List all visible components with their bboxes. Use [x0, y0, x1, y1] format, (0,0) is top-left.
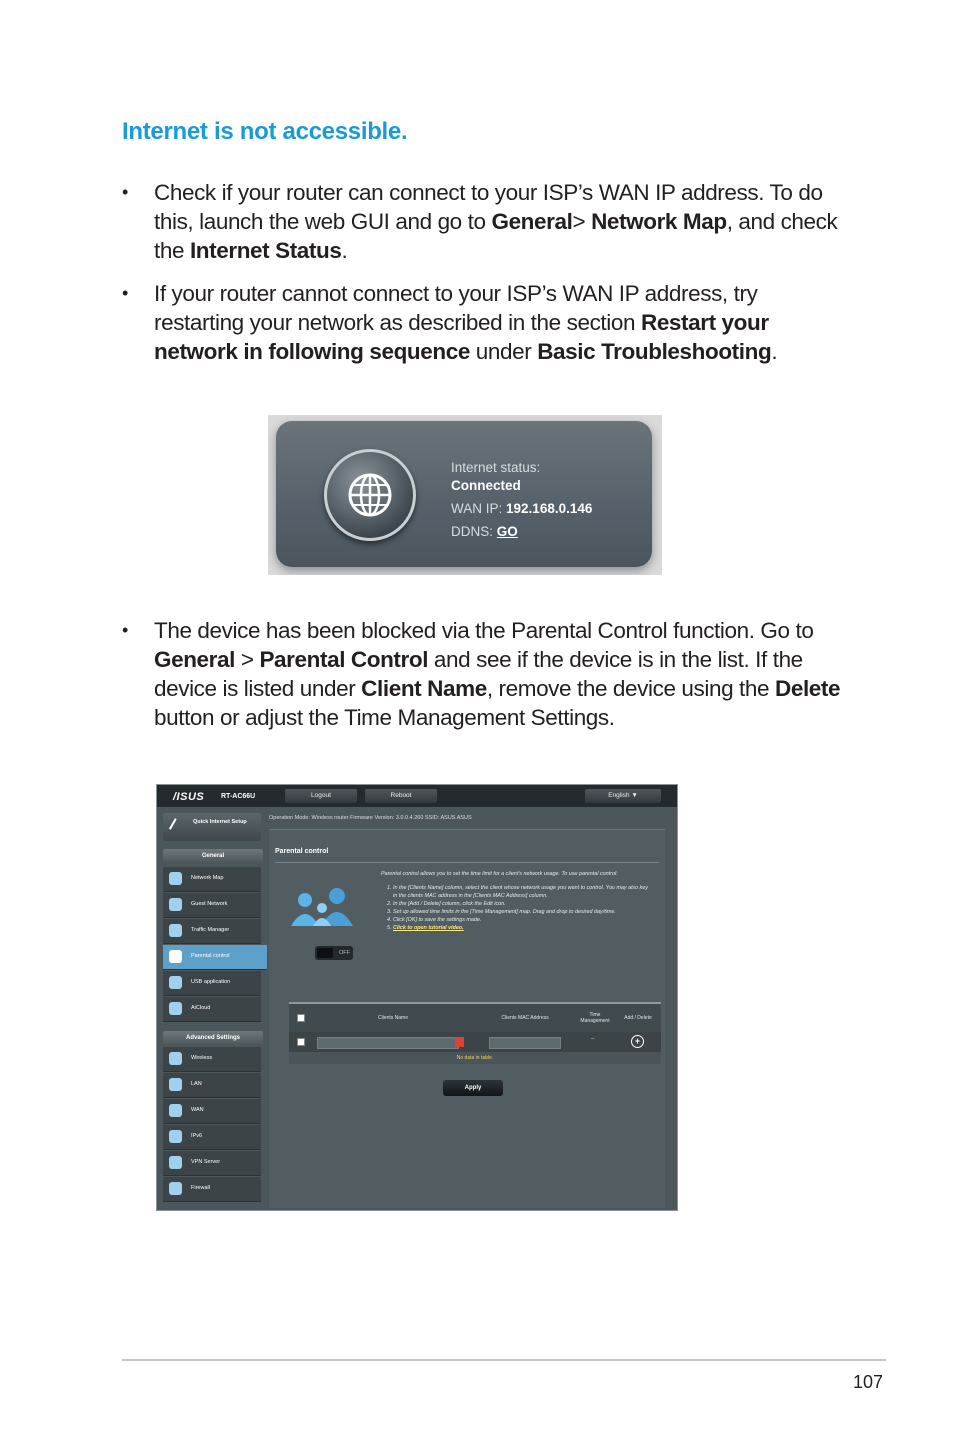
sidebar-item-label: Traffic Manager — [191, 927, 230, 933]
top-bar — [157, 785, 677, 807]
internet-status-card — [276, 421, 652, 567]
language-select[interactable] — [585, 789, 661, 803]
page-title: Parental control — [275, 848, 329, 855]
steps-list — [381, 884, 651, 932]
sidebar-item-wireless[interactable] — [163, 1047, 261, 1072]
sidebar-item-label: IPv6 — [191, 1133, 203, 1139]
sidebar-item-lan[interactable] — [163, 1073, 261, 1098]
table-header — [289, 1002, 661, 1032]
divider — [275, 862, 659, 863]
sidebar-item-label: Wireless — [191, 1055, 213, 1061]
puzzle-icon — [169, 976, 182, 989]
parental-control-panel — [269, 829, 665, 1208]
step: 1. In the [Clients Name] column, select the client whose network usage you want to control. You may also key in the clients MAC address in the [Clients MAC Address] column. — [393, 884, 651, 900]
section-heading: Internet is not accessible. — [122, 118, 408, 145]
language-value: English — [608, 792, 630, 799]
bullet-restart-network — [122, 279, 842, 366]
internet-status-screenshot — [268, 415, 662, 575]
sidebar-item-usb-application[interactable] — [163, 971, 261, 996]
wan-ip-value: 192.168.0.146 — [506, 501, 593, 516]
cloud-icon — [169, 1002, 182, 1015]
col-mac-address: Clients MAC Address — [501, 1015, 549, 1021]
globe-icon — [169, 1104, 182, 1117]
logout-button[interactable]: Logout — [285, 789, 357, 803]
parental-control-toggle[interactable] — [315, 946, 353, 960]
wifi-icon — [169, 1052, 182, 1065]
client-list-table — [289, 1002, 661, 1064]
step: 4. Click [OK] to save the settings made. — [393, 916, 651, 924]
step: 3. Set up allowed time limits in the [Time Management] map. Drag and drop to desired day/time. — [393, 908, 651, 916]
intro-text: Parental control allows you to set the time limit for a client's network usage. To use parental control: — [381, 871, 618, 877]
status-label: Internet status: — [451, 460, 541, 475]
sidebar-item-ipv6[interactable] — [163, 1125, 261, 1150]
sidebar-item-label: AiCloud — [191, 1005, 211, 1011]
quick-setup-label: Quick Internet Setup — [193, 819, 247, 825]
advanced-settings-header: Advanced Settings — [163, 1031, 263, 1045]
wand-icon — [169, 818, 187, 835]
ddns-go-link[interactable]: GO — [496, 524, 518, 539]
bullet-text: The device has been blocked via the Parental Control function. Go to General > Parental Control and see if the device is in the list. If the device is listed under Client Name, remove the device using the Delete button or adjust the Time Management Settings. — [154, 618, 841, 730]
client-name-input[interactable] — [317, 1037, 459, 1049]
parental-control-screenshot — [156, 784, 678, 1211]
table-row — [289, 1032, 661, 1052]
sidebar-item-label: LAN — [191, 1081, 202, 1087]
model-name: RT-AC66U — [221, 793, 256, 800]
lan-icon — [169, 1078, 182, 1091]
sidebar-item-wan[interactable] — [163, 1099, 261, 1124]
globe-icon[interactable] — [324, 449, 416, 541]
toggle-label: OFF — [339, 950, 350, 956]
sidebar-item-parental-control[interactable] — [163, 945, 267, 970]
ipv6-icon — [169, 1130, 182, 1143]
no-data-message: No data in table. — [289, 1052, 661, 1064]
asus-logo: /ISUS — [173, 791, 205, 803]
page-number: 107 — [853, 1372, 884, 1392]
shield-icon — [169, 1182, 182, 1195]
sidebar-item-aicloud[interactable] — [163, 997, 261, 1022]
sidebar-item-traffic-manager[interactable] — [163, 919, 261, 944]
general-header: General — [163, 849, 263, 863]
family-icon — [285, 886, 361, 930]
step: 2. In the [Add / Delete] column, click the Edit icon. — [393, 900, 651, 908]
operation-mode-bar: Operation Mode: Wireless router Firmware Version: 3.0.0.4.260 SSID: ASUS ASUS — [269, 815, 472, 821]
apply-button[interactable]: Apply — [443, 1080, 503, 1096]
sidebar-item-label: VPN Server — [191, 1159, 221, 1165]
status-details — [451, 459, 592, 541]
reboot-button[interactable]: Reboot — [365, 789, 437, 803]
step — [393, 924, 651, 932]
toggle-knob[interactable] — [317, 948, 333, 958]
sidebar-item-vpn-server[interactable] — [163, 1151, 261, 1176]
quick-setup-button[interactable] — [163, 813, 261, 841]
bullet-marker: • — [122, 620, 128, 640]
time-management-value: – — [591, 1036, 595, 1042]
bullet-text: If your router cannot connect to your ISP’s WAN IP address, try restarting your network as described in the section Restart your network in following sequence under Basic Troubleshooting. — [154, 281, 778, 364]
sidebar-item-label: Parental control — [191, 953, 230, 959]
add-icon[interactable]: + — [631, 1035, 644, 1048]
footer-divider — [122, 1359, 886, 1361]
sidebar-item-firewall[interactable] — [163, 1177, 261, 1202]
bullet-marker: • — [122, 182, 128, 202]
mac-address-input[interactable] — [489, 1037, 561, 1049]
select-all-checkbox[interactable] — [297, 1014, 305, 1022]
col-time-management: Time Management — [580, 1012, 610, 1024]
row-checkbox[interactable] — [297, 1038, 305, 1046]
bullet-check-wan — [122, 178, 842, 265]
instructions — [381, 870, 651, 932]
sidebar-item-guest-network[interactable] — [163, 893, 261, 918]
sidebar-item-label: WAN — [191, 1107, 204, 1113]
guest-network-icon — [169, 898, 182, 911]
bullet-text: Check if your router can connect to your ISP’s WAN IP address. To do this, launch the web GUI and go to General> Network Map, and check the Internet Status. — [154, 180, 838, 263]
sidebar-item-label: USB application — [191, 979, 231, 985]
traffic-icon — [169, 924, 182, 937]
wan-ip-label: WAN IP: — [451, 501, 503, 516]
bullet-parental-control — [122, 616, 842, 732]
status-value: Connected — [451, 478, 521, 493]
network-map-icon — [169, 872, 182, 885]
vpn-icon — [169, 1156, 182, 1169]
lock-icon — [169, 950, 182, 963]
col-clients-name: Clients Name — [377, 1015, 408, 1021]
bullet-marker: • — [122, 283, 128, 303]
ddns-label: DDNS: — [451, 524, 494, 539]
sidebar-item-label: Guest Network — [191, 901, 228, 907]
tutorial-video-link[interactable]: Click to open tutorial video. — [393, 925, 464, 931]
chevron-down-icon: ▼ — [631, 792, 638, 799]
sidebar-item-network-map[interactable] — [163, 867, 261, 892]
sidebar-item-label: Firewall — [191, 1185, 210, 1191]
sidebar-item-label: Network Map — [191, 875, 224, 881]
col-add-delete: Add / Delete — [624, 1015, 652, 1021]
client-dropdown-button[interactable] — [455, 1037, 464, 1047]
